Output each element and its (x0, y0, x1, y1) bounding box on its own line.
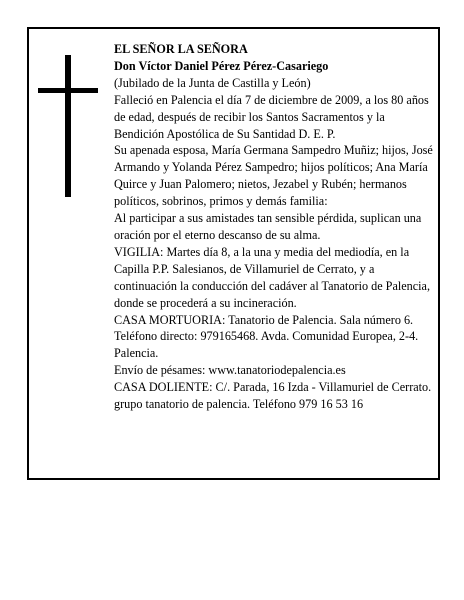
vigil-details: VIGILIA: Martes día 8, a la una y media del mediodía, en la Capilla P.P. Salesianos, de Villamuriel de Cerrato, y a continuación la conducción del cadáver al Tanatorio de Palencia, donde se procederá a su incineración. (114, 244, 430, 310)
cross-horizontal-bar (38, 88, 98, 93)
obituary-text (114, 41, 434, 413)
prayer-request: Al participar a sus amistades tan sensible pérdida, suplican una oración por el eterno descanso de su alma. (114, 211, 422, 242)
cross-vertical-bar (65, 55, 71, 197)
mortuary-details: CASA MORTUORIA: Tanatorio de Palencia. Sala número 6. Teléfono directo: 979165468. Avda. Comunidad Europea, 2-4. Palencia. (114, 312, 419, 361)
funeral-group-contact: grupo tanatorio de palencia. Teléfono 979 16 53 16 (114, 397, 364, 412)
deceased-name: Don Víctor Daniel Pérez Pérez-Casariego (114, 58, 329, 73)
cross-icon (38, 55, 98, 197)
condolences-link: Envío de pésames: www.tanatoriodepalencia.es (114, 363, 346, 378)
death-announcement: Falleció en Palencia el día 7 de diciembre de 2009, a los 80 años de edad, después de recibir los Santos Sacramentos y la Bendición Apostólica de Su Santidad D. E. P. (114, 92, 429, 141)
deceased-subtitle: (Jubilado de la Junta de Castilla y León) (114, 75, 311, 90)
family-list: Su apenada esposa, María Germana Sampedro Muñiz; hijos, José Armando y Yolanda Pérez Sampedro; hijos políticos; Ana María Quirce y Juan Palomero; nietos, Jezabel y Rubén; hermanos políticos, sobrinos, primos y demás familia: (114, 143, 433, 209)
notice-title: EL SEÑOR LA SEÑORA (114, 42, 248, 56)
home-address: CASA DOLIENTE: C/. Parada, 16 Izda - Villamuriel de Cerrato. (114, 380, 432, 395)
